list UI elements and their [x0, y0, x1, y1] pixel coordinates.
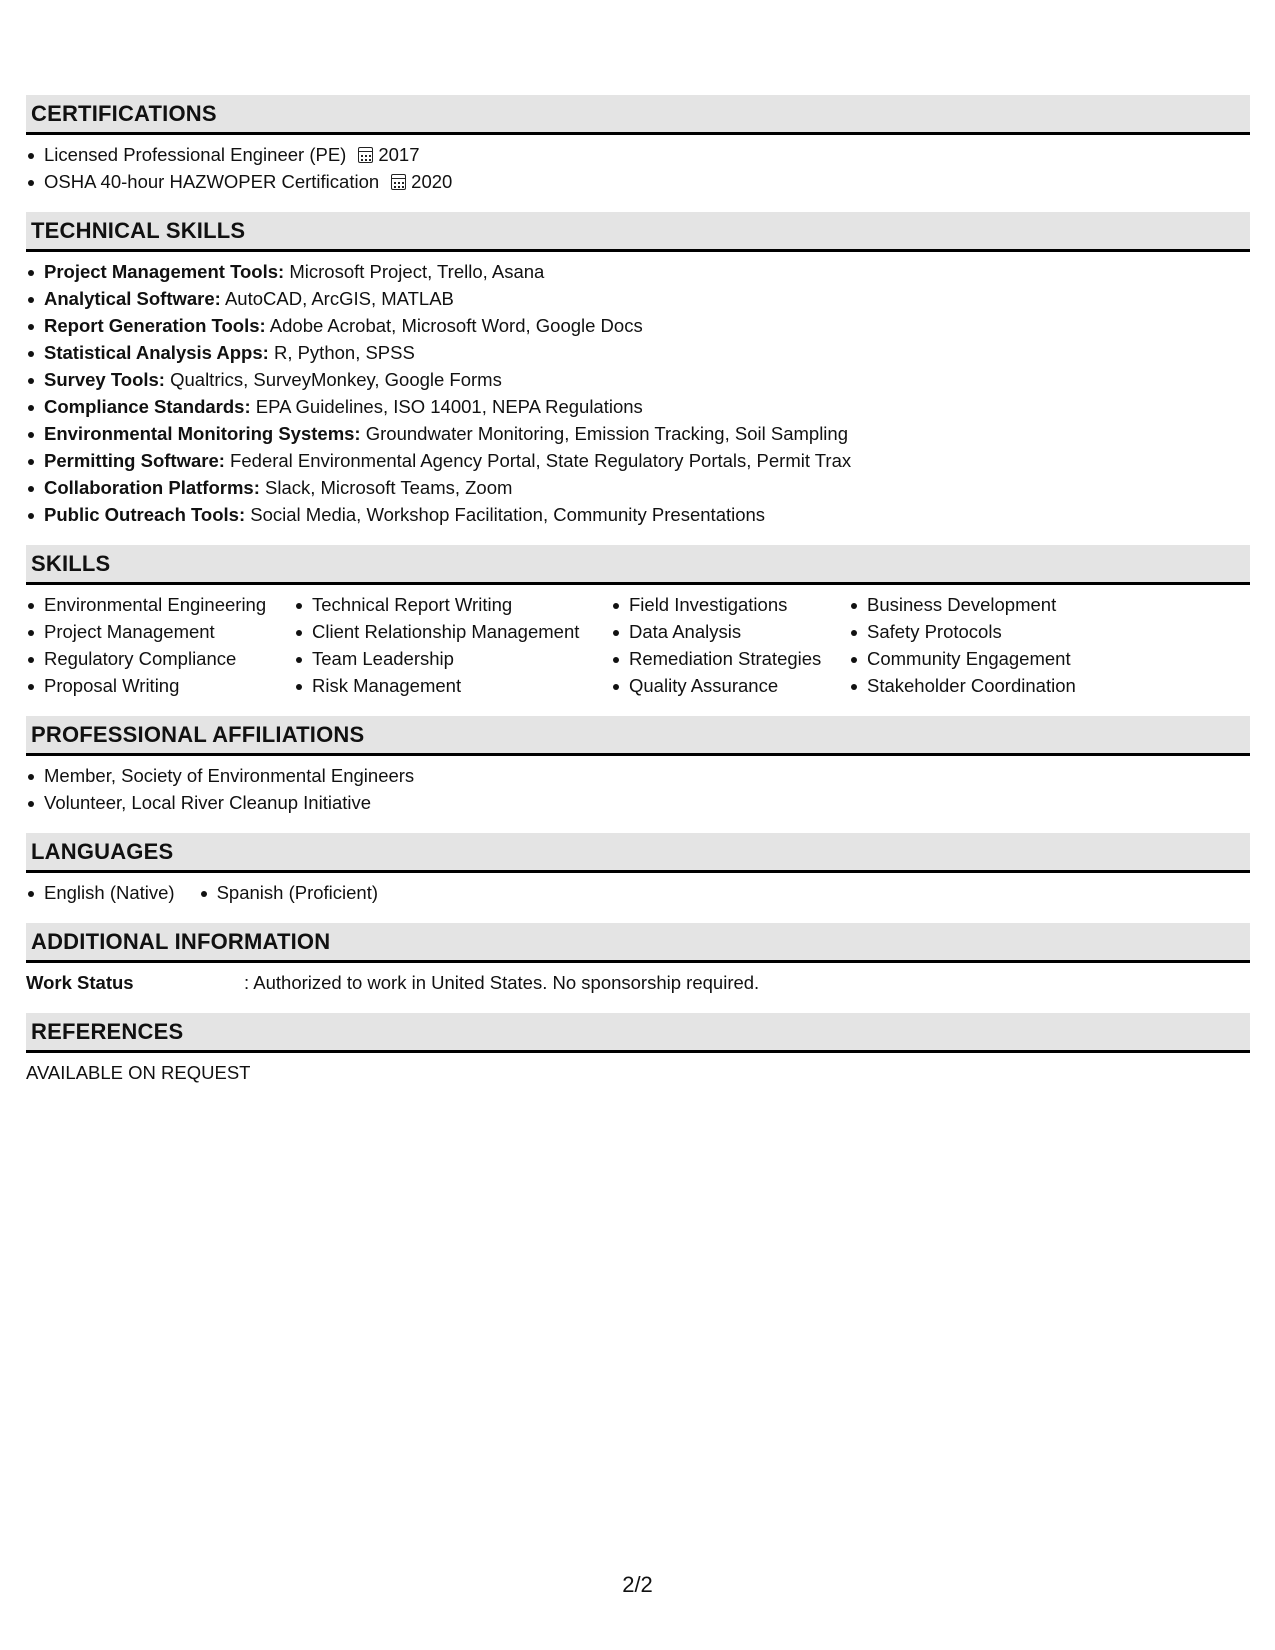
certifications-list — [26, 141, 1250, 195]
skill-values: Slack, Microsoft Teams, Zoom — [259, 477, 513, 498]
list-item: Environmental Engineering — [26, 591, 294, 618]
list-item: Project Management — [26, 618, 294, 645]
skills-grid — [26, 591, 1250, 699]
list-item: Stakeholder Coordination — [849, 672, 1149, 699]
list-item: Risk Management — [294, 672, 611, 699]
list-item: Spanish (Proficient) — [199, 879, 378, 906]
skills-section — [26, 545, 1250, 699]
section-title: TECHNICAL SKILLS — [31, 217, 246, 243]
section-header — [26, 923, 1250, 963]
list-item: Proposal Writing — [26, 672, 294, 699]
list-item: Technical Report Writing — [294, 591, 611, 618]
language-list — [26, 879, 199, 906]
skill-category: Compliance Standards: — [44, 396, 251, 417]
skill-category: Survey Tools: — [44, 369, 165, 390]
skill-values: Social Media, Workshop Facilitation, Community Presentations — [245, 504, 766, 525]
skills-column — [611, 591, 849, 699]
certification-name: Licensed Professional Engineer (PE) — [44, 144, 347, 165]
section-header — [26, 212, 1250, 252]
list-item — [26, 141, 1250, 168]
section-title: LANGUAGES — [31, 838, 174, 864]
technical-skills-list — [26, 258, 1250, 528]
list-item: Field Investigations — [611, 591, 849, 618]
skill-category: Public Outreach Tools: — [44, 504, 246, 525]
certifications-section — [26, 95, 1250, 195]
additional-info-section — [26, 923, 1250, 996]
affiliations-list — [26, 762, 1250, 816]
work-status-row — [26, 969, 1250, 996]
list-item: Remediation Strategies — [611, 645, 849, 672]
list-item: Volunteer, Local River Cleanup Initiative — [26, 789, 1250, 816]
list-item: Safety Protocols — [849, 618, 1149, 645]
list-item: English (Native) — [26, 879, 175, 906]
languages-row — [26, 879, 1250, 906]
skills-column — [26, 591, 294, 699]
section-header — [26, 1013, 1250, 1053]
section-header — [26, 95, 1250, 135]
list-item — [26, 447, 1250, 474]
section-header — [26, 545, 1250, 585]
work-status-value: : Authorized to work in United States. No sponsorship required. — [244, 972, 760, 993]
list-item — [26, 474, 1250, 501]
list-item: Regulatory Compliance — [26, 645, 294, 672]
skills-column — [849, 591, 1149, 699]
section-title: PROFESSIONAL AFFILIATIONS — [31, 721, 365, 747]
languages-section — [26, 833, 1250, 906]
skill-values: Federal Environmental Agency Portal, State Regulatory Portals, Permit Trax — [224, 450, 852, 471]
section-title: SKILLS — [31, 550, 111, 576]
list-item: Client Relationship Management — [294, 618, 611, 645]
list-item — [26, 393, 1250, 420]
skill-category: Environmental Monitoring Systems: — [44, 423, 361, 444]
list-item: Quality Assurance — [611, 672, 849, 699]
skill-values: R, Python, SPSS — [268, 342, 415, 363]
skill-category: Project Management Tools: — [44, 261, 285, 282]
certification-name: OSHA 40-hour HAZWOPER Certification — [44, 171, 380, 192]
skill-values: AutoCAD, ArcGIS, MATLAB — [220, 288, 454, 309]
calendar-icon — [358, 147, 373, 163]
list-item — [26, 285, 1250, 312]
skill-category: Analytical Software: — [44, 288, 221, 309]
list-item: Community Engagement — [849, 645, 1149, 672]
skill-values: Adobe Acrobat, Microsoft Word, Google Docs — [265, 315, 643, 336]
calendar-icon — [391, 174, 406, 190]
work-status-label: Work Status — [26, 972, 134, 993]
skill-values: EPA Guidelines, ISO 14001, NEPA Regulations — [250, 396, 643, 417]
skill-category: Report Generation Tools: — [44, 315, 266, 336]
resume-page — [26, 95, 1250, 1103]
technical-skills-section — [26, 212, 1250, 528]
list-item: Business Development — [849, 591, 1149, 618]
page-number: 2/2 — [622, 1572, 653, 1597]
list-item — [26, 420, 1250, 447]
language-list — [199, 879, 402, 906]
section-title: CERTIFICATIONS — [31, 100, 217, 126]
skill-category: Statistical Analysis Apps: — [44, 342, 269, 363]
skills-column — [294, 591, 611, 699]
affiliations-section — [26, 716, 1250, 816]
list-item — [26, 312, 1250, 339]
skill-category: Permitting Software: — [44, 450, 225, 471]
list-item — [26, 258, 1250, 285]
list-item: Team Leadership — [294, 645, 611, 672]
section-header — [26, 716, 1250, 756]
list-item — [26, 339, 1250, 366]
skill-values: Qualtrics, SurveyMonkey, Google Forms — [164, 369, 502, 390]
references-section — [26, 1013, 1250, 1086]
list-item — [26, 501, 1250, 528]
list-item — [26, 366, 1250, 393]
certification-year: 2020 — [411, 171, 453, 192]
list-item: Data Analysis — [611, 618, 849, 645]
section-title: ADDITIONAL INFORMATION — [31, 928, 331, 954]
list-item — [26, 168, 1250, 195]
skill-category: Collaboration Platforms: — [44, 477, 260, 498]
certification-year: 2017 — [378, 144, 420, 165]
section-title: REFERENCES — [31, 1018, 184, 1044]
list-item: Member, Society of Environmental Engineers — [26, 762, 1250, 789]
section-header — [26, 833, 1250, 873]
skill-values: Microsoft Project, Trello, Asana — [284, 261, 545, 282]
skill-values: Groundwater Monitoring, Emission Tracking, Soil Sampling — [360, 423, 848, 444]
references-text: AVAILABLE ON REQUEST — [26, 1062, 251, 1083]
